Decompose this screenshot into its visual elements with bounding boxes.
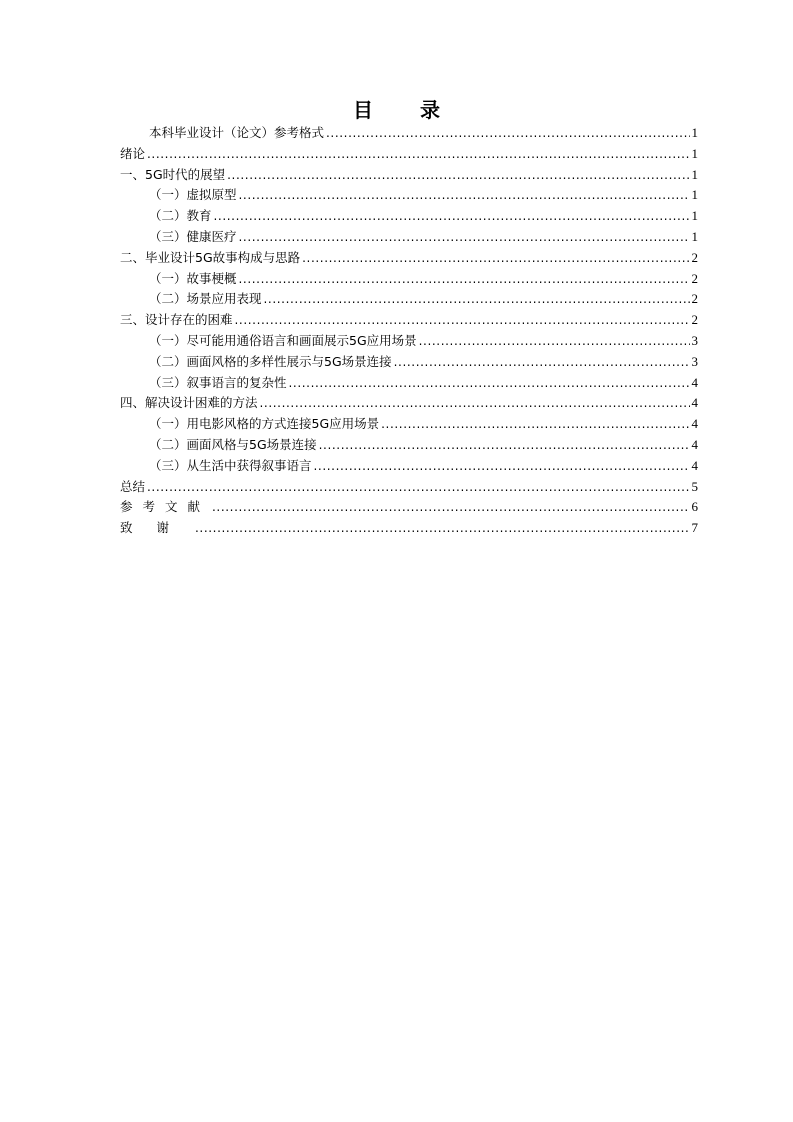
dot-leader [260, 393, 690, 414]
toc-entry-text: 一、5G时代的展望 [120, 166, 226, 182]
dot-leader [394, 352, 690, 373]
toc-page-number: 4 [691, 395, 698, 411]
toc-page-number: 1 [691, 187, 698, 203]
toc-entry[interactable] [120, 310, 698, 331]
toc-page-number: 4 [691, 374, 698, 390]
toc-entry[interactable] [120, 373, 698, 394]
toc-entry-text: （二）画面风格与5G场景连接 [149, 436, 317, 452]
toc-entry-text: （三）叙事语言的复杂性 [149, 374, 287, 390]
toc-page-number: 1 [691, 208, 698, 224]
dot-leader [319, 435, 690, 456]
toc-page-number: 3 [691, 353, 698, 369]
toc-entry-text: 三、设计存在的困难 [120, 312, 233, 328]
toc-entry-text: 二、毕业设计5G故事构成与思路 [120, 249, 301, 265]
toc-entry[interactable] [120, 435, 698, 456]
toc-entry-text: 致谢 [120, 520, 194, 536]
toc-page-number: 1 [691, 145, 698, 161]
toc-entry-text: 参考文献 [120, 499, 211, 515]
toc-entry-text: （二）场景应用表现 [149, 291, 262, 307]
toc-entry[interactable] [120, 248, 698, 269]
toc-entry[interactable] [120, 497, 698, 518]
toc-page-number: 6 [691, 499, 698, 515]
toc-entry-text: （二）画面风格的多样性展示与5G场景连接 [149, 353, 392, 369]
toc-entry[interactable] [120, 144, 698, 165]
toc-page-number: 2 [691, 249, 698, 265]
toc-entry-text: （一）尽可能用通俗语言和画面展示5G应用场景 [149, 332, 417, 348]
dot-leader [214, 206, 690, 227]
toc-entry[interactable] [120, 477, 698, 498]
toc-page-number: 1 [691, 228, 698, 244]
dot-leader [264, 289, 690, 310]
toc-page-number: 1 [691, 166, 698, 182]
dot-leader [147, 477, 689, 498]
dot-leader [212, 497, 689, 518]
toc-entry-text: （二）教育 [149, 208, 212, 224]
toc-entry-text: 四、解决设计困难的方法 [120, 395, 258, 411]
toc-title: 目 录 [353, 98, 460, 122]
toc-entry-text: （三）健康医疗 [149, 228, 237, 244]
dot-leader [302, 248, 689, 269]
toc-page-number: 2 [691, 291, 698, 307]
toc-entry-text: （三）从生活中获得叙事语言 [149, 457, 312, 473]
dot-leader [227, 165, 689, 186]
dot-leader [235, 310, 690, 331]
toc-page-number: 2 [691, 312, 698, 328]
toc-entry[interactable] [120, 331, 698, 352]
toc-page-number: 2 [691, 270, 698, 286]
toc-entry-text: 本科毕业设计（论文）参考格式 [149, 125, 325, 140]
toc-entry[interactable] [120, 206, 698, 227]
dot-leader [239, 269, 690, 290]
toc-entry[interactable] [120, 123, 698, 144]
toc-entry[interactable] [120, 518, 698, 539]
toc-entry[interactable] [120, 414, 698, 435]
dot-leader [239, 227, 690, 248]
toc-entry[interactable] [120, 227, 698, 248]
toc-entry[interactable] [120, 352, 698, 373]
toc-entry-text: （一）故事梗概 [149, 270, 237, 286]
toc-entry[interactable] [120, 456, 698, 477]
toc-entry-text: 总结 [120, 478, 146, 494]
dot-leader [289, 373, 690, 394]
table-of-contents [120, 123, 698, 539]
toc-entry-text: （一）虚拟原型 [149, 187, 237, 203]
toc-page-number: 7 [691, 520, 698, 536]
dot-leader [381, 414, 689, 435]
toc-page-number: 3 [691, 332, 698, 348]
toc-entry-text: （一）用电影风格的方式连接5G应用场景 [149, 416, 380, 432]
toc-page-number: 1 [691, 125, 698, 140]
toc-page-number: 4 [691, 416, 698, 432]
toc-page-number: 4 [691, 436, 698, 452]
toc-page-number: 5 [691, 478, 698, 494]
toc-page-number: 4 [691, 457, 698, 473]
dot-leader [314, 456, 690, 477]
toc-entry-text: 绪论 [120, 145, 146, 161]
toc-entry[interactable] [120, 185, 698, 206]
toc-entry[interactable] [120, 269, 698, 290]
dot-leader [195, 518, 689, 539]
dot-leader [147, 144, 689, 165]
toc-entry[interactable] [120, 165, 698, 186]
dot-leader [419, 331, 690, 352]
toc-entry[interactable] [120, 393, 698, 414]
dot-leader [326, 123, 689, 144]
dot-leader [239, 185, 690, 206]
toc-entry[interactable] [120, 289, 698, 310]
